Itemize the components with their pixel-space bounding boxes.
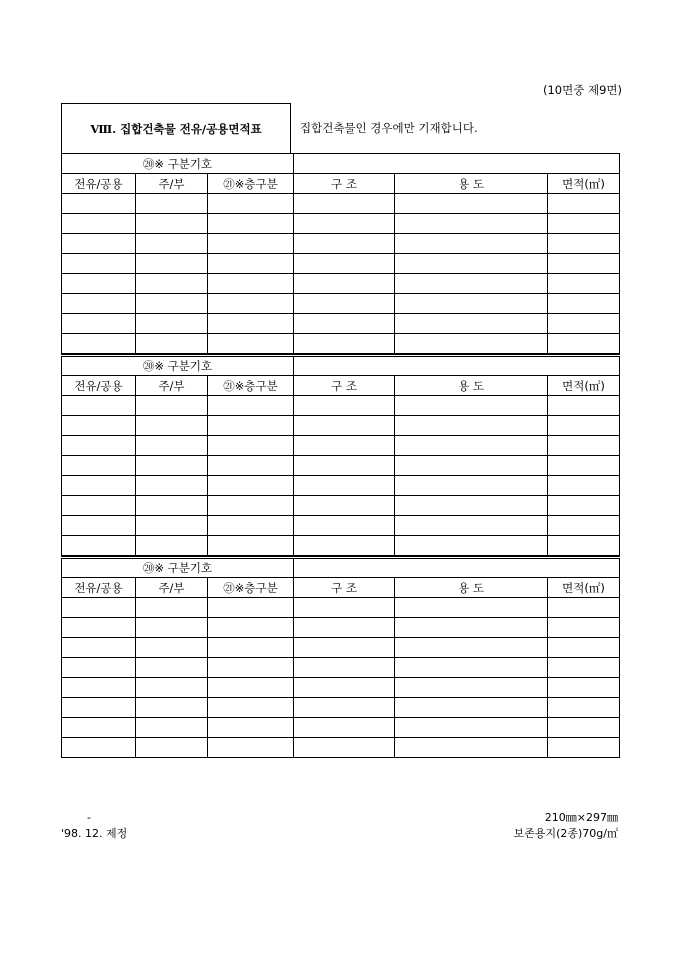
- section-table-3: [61, 556, 620, 758]
- data-cell[interactable]: [136, 436, 208, 456]
- data-cell[interactable]: [548, 274, 620, 294]
- data-cell[interactable]: [62, 476, 136, 496]
- data-cell[interactable]: [294, 618, 395, 638]
- data-cell[interactable]: [136, 738, 208, 758]
- data-cell[interactable]: [62, 314, 136, 334]
- data-cell[interactable]: [136, 618, 208, 638]
- data-cell[interactable]: [208, 658, 294, 678]
- data-cell[interactable]: [62, 638, 136, 658]
- data-cell[interactable]: [136, 516, 208, 536]
- column-header: ㉑※층구분: [208, 578, 294, 598]
- table-row: [62, 194, 620, 214]
- data-cell[interactable]: [294, 678, 395, 698]
- data-cell[interactable]: [294, 638, 395, 658]
- data-cell[interactable]: [62, 618, 136, 638]
- table-row: [62, 416, 620, 436]
- data-cell[interactable]: [395, 416, 548, 436]
- section-code-row: [62, 154, 620, 174]
- table-row: [62, 516, 620, 536]
- data-cell[interactable]: [395, 598, 548, 618]
- data-cell[interactable]: [548, 314, 620, 334]
- data-cell[interactable]: [136, 396, 208, 416]
- data-cell[interactable]: [136, 214, 208, 234]
- data-cell[interactable]: [395, 658, 548, 678]
- data-cell[interactable]: [62, 516, 136, 536]
- data-cell[interactable]: [208, 314, 294, 334]
- data-cell[interactable]: [395, 194, 548, 214]
- data-rows: [62, 598, 620, 758]
- data-cell[interactable]: [395, 638, 548, 658]
- column-header: 구 조: [294, 578, 395, 598]
- data-cell[interactable]: [548, 678, 620, 698]
- data-cell[interactable]: [62, 456, 136, 476]
- data-cell[interactable]: [395, 214, 548, 234]
- column-header: ㉑※층구분: [208, 376, 294, 396]
- table-row: [62, 496, 620, 516]
- table-row: [62, 254, 620, 274]
- column-header: 구 조: [294, 376, 395, 396]
- data-cell[interactable]: [395, 334, 548, 354]
- data-cell[interactable]: [294, 456, 395, 476]
- section-table-2: [61, 354, 620, 556]
- column-header: 면적(㎡): [548, 174, 620, 194]
- data-cell[interactable]: [62, 698, 136, 718]
- data-cell[interactable]: [548, 396, 620, 416]
- data-cell[interactable]: [294, 416, 395, 436]
- data-cell[interactable]: [294, 738, 395, 758]
- column-header: 전유/공용: [62, 174, 136, 194]
- data-cell[interactable]: [136, 314, 208, 334]
- form-title: Ⅷ. 집합건축물 전유/공용면적표: [61, 103, 291, 153]
- data-cell[interactable]: [548, 516, 620, 536]
- data-cell[interactable]: [208, 516, 294, 536]
- code-label-cell: ⑳※ 구분기호: [62, 154, 294, 174]
- table-row: [62, 638, 620, 658]
- section-code-row: [62, 356, 620, 376]
- data-cell[interactable]: [548, 496, 620, 516]
- data-cell[interactable]: [62, 436, 136, 456]
- data-cell[interactable]: [136, 294, 208, 314]
- table-row: [62, 718, 620, 738]
- data-cell[interactable]: [62, 658, 136, 678]
- section-code-row: [62, 558, 620, 578]
- data-cell[interactable]: [136, 638, 208, 658]
- data-cell[interactable]: [208, 334, 294, 354]
- column-header: 구 조: [294, 174, 395, 194]
- data-cell[interactable]: [208, 476, 294, 496]
- table-row: [62, 476, 620, 496]
- page-number: (10면중 제9면): [542, 83, 622, 97]
- data-cell[interactable]: [294, 698, 395, 718]
- data-cell[interactable]: [62, 396, 136, 416]
- data-cell[interactable]: [136, 334, 208, 354]
- table-row: [62, 618, 620, 638]
- data-cell[interactable]: [395, 274, 548, 294]
- data-cell[interactable]: [548, 436, 620, 456]
- code-value-cell[interactable]: [294, 154, 620, 174]
- table-row: [62, 294, 620, 314]
- data-cell[interactable]: [548, 638, 620, 658]
- data-cell[interactable]: [62, 496, 136, 516]
- data-cell[interactable]: [208, 274, 294, 294]
- data-cell[interactable]: [294, 396, 395, 416]
- data-cell[interactable]: [62, 274, 136, 294]
- footer-right: [514, 810, 618, 842]
- column-header: 전유/공용: [62, 578, 136, 598]
- code-value-cell[interactable]: [294, 558, 620, 578]
- data-cell[interactable]: [548, 456, 620, 476]
- data-cell[interactable]: [62, 536, 136, 556]
- data-cell[interactable]: [208, 598, 294, 618]
- data-cell[interactable]: [294, 536, 395, 556]
- data-cell[interactable]: [62, 718, 136, 738]
- data-cell[interactable]: [136, 718, 208, 738]
- data-cell[interactable]: [62, 254, 136, 274]
- data-cell[interactable]: [136, 456, 208, 476]
- data-cell[interactable]: [62, 234, 136, 254]
- data-cell[interactable]: [548, 254, 620, 274]
- column-header: ㉑※층구분: [208, 174, 294, 194]
- data-cell[interactable]: [294, 436, 395, 456]
- data-rows: [62, 396, 620, 556]
- data-cell[interactable]: [208, 416, 294, 436]
- column-header: 용 도: [395, 376, 548, 396]
- data-cell[interactable]: [294, 658, 395, 678]
- data-cell[interactable]: [208, 436, 294, 456]
- table-row: [62, 396, 620, 416]
- data-cell[interactable]: [395, 536, 548, 556]
- table-row: [62, 274, 620, 294]
- table-row: [62, 698, 620, 718]
- data-cell[interactable]: [395, 476, 548, 496]
- data-cell[interactable]: [136, 598, 208, 618]
- data-cell[interactable]: [136, 416, 208, 436]
- data-cell[interactable]: [208, 396, 294, 416]
- table-row: [62, 738, 620, 758]
- data-cell[interactable]: [294, 334, 395, 354]
- data-cell[interactable]: [62, 738, 136, 758]
- data-cell[interactable]: [294, 214, 395, 234]
- data-cell[interactable]: [395, 456, 548, 476]
- data-cell[interactable]: [62, 214, 136, 234]
- data-cell[interactable]: [208, 294, 294, 314]
- form-header: [61, 103, 619, 153]
- data-cell[interactable]: [62, 294, 136, 314]
- column-header: 주/부: [136, 578, 208, 598]
- data-cell[interactable]: [548, 334, 620, 354]
- data-cell[interactable]: [548, 738, 620, 758]
- data-cell[interactable]: [294, 234, 395, 254]
- data-cell[interactable]: [208, 678, 294, 698]
- data-cell[interactable]: [136, 698, 208, 718]
- code-value-cell[interactable]: [294, 356, 620, 376]
- data-cell[interactable]: [208, 618, 294, 638]
- data-cell[interactable]: [208, 718, 294, 738]
- data-cell[interactable]: [395, 496, 548, 516]
- data-cell[interactable]: [395, 678, 548, 698]
- data-cell[interactable]: [395, 738, 548, 758]
- table-row: [62, 456, 620, 476]
- data-cell[interactable]: [294, 194, 395, 214]
- table-row: [62, 334, 620, 354]
- data-cell[interactable]: [294, 496, 395, 516]
- data-cell[interactable]: [294, 476, 395, 496]
- area-table-form: [61, 103, 619, 758]
- data-cell[interactable]: [395, 436, 548, 456]
- data-cell[interactable]: [208, 456, 294, 476]
- data-cell[interactable]: [395, 718, 548, 738]
- footer-dash: -: [87, 811, 91, 824]
- data-cell[interactable]: [294, 516, 395, 536]
- column-header: 용 도: [395, 578, 548, 598]
- data-cell[interactable]: [294, 274, 395, 294]
- data-cell[interactable]: [548, 618, 620, 638]
- data-cell[interactable]: [548, 698, 620, 718]
- column-header: 면적(㎡): [548, 376, 620, 396]
- data-cell[interactable]: [548, 416, 620, 436]
- data-cell[interactable]: [395, 254, 548, 274]
- data-cell[interactable]: [548, 194, 620, 214]
- data-cell[interactable]: [395, 294, 548, 314]
- data-cell[interactable]: [62, 598, 136, 618]
- data-cell[interactable]: [395, 618, 548, 638]
- data-cell[interactable]: [548, 598, 620, 618]
- column-header: 용 도: [395, 174, 548, 194]
- data-cell[interactable]: [548, 214, 620, 234]
- column-header: 면적(㎡): [548, 578, 620, 598]
- data-cell[interactable]: [208, 698, 294, 718]
- paper-type: 보존용지(2종)70g/㎡: [513, 827, 618, 840]
- code-label-cell: ⑳※ 구분기호: [62, 356, 294, 376]
- data-cell[interactable]: [62, 194, 136, 214]
- column-header-row: [62, 174, 620, 194]
- enactment-date: '98. 12. 제정: [61, 827, 128, 840]
- data-cell[interactable]: [136, 658, 208, 678]
- data-cell[interactable]: [395, 234, 548, 254]
- data-cell[interactable]: [294, 254, 395, 274]
- code-label-cell: ⑳※ 구분기호: [62, 558, 294, 578]
- data-cell[interactable]: [208, 214, 294, 234]
- data-cell[interactable]: [208, 738, 294, 758]
- data-cell[interactable]: [208, 234, 294, 254]
- table-row: [62, 436, 620, 456]
- data-cell[interactable]: [548, 718, 620, 738]
- data-cell[interactable]: [136, 476, 208, 496]
- form-note: 집합건축물인 경우에만 기재합니다.: [300, 121, 478, 135]
- data-cell[interactable]: [62, 416, 136, 436]
- data-cell[interactable]: [136, 254, 208, 274]
- data-cell[interactable]: [136, 496, 208, 516]
- column-header-row: [62, 376, 620, 396]
- data-cell[interactable]: [548, 476, 620, 496]
- data-cell[interactable]: [208, 254, 294, 274]
- data-cell[interactable]: [548, 294, 620, 314]
- data-cell[interactable]: [294, 718, 395, 738]
- data-cell[interactable]: [294, 598, 395, 618]
- data-cell[interactable]: [395, 314, 548, 334]
- table-row: [62, 678, 620, 698]
- data-cell[interactable]: [548, 234, 620, 254]
- section-table-1: [61, 153, 620, 354]
- table-row: [62, 536, 620, 556]
- paper-size: 210㎜×297㎜: [544, 811, 618, 824]
- data-cell[interactable]: [136, 274, 208, 294]
- data-cell[interactable]: [395, 396, 548, 416]
- data-cell[interactable]: [395, 516, 548, 536]
- data-cell[interactable]: [62, 334, 136, 354]
- data-cell[interactable]: [136, 194, 208, 214]
- column-header: 전유/공용: [62, 376, 136, 396]
- table-row: [62, 234, 620, 254]
- table-row: [62, 658, 620, 678]
- data-cell[interactable]: [294, 294, 395, 314]
- data-cell[interactable]: [208, 194, 294, 214]
- data-cell[interactable]: [294, 314, 395, 334]
- data-cell[interactable]: [208, 496, 294, 516]
- data-cell[interactable]: [548, 658, 620, 678]
- data-cell[interactable]: [548, 536, 620, 556]
- data-cell[interactable]: [136, 536, 208, 556]
- data-cell[interactable]: [208, 536, 294, 556]
- table-row: [62, 214, 620, 234]
- data-cell[interactable]: [62, 678, 136, 698]
- table-row: [62, 598, 620, 618]
- data-cell[interactable]: [395, 698, 548, 718]
- data-cell[interactable]: [136, 678, 208, 698]
- data-rows: [62, 194, 620, 354]
- footer-left: [61, 810, 127, 842]
- table-row: [62, 314, 620, 334]
- data-cell[interactable]: [208, 638, 294, 658]
- column-header: 주/부: [136, 174, 208, 194]
- column-header: 주/부: [136, 376, 208, 396]
- column-header-row: [62, 578, 620, 598]
- data-cell[interactable]: [136, 234, 208, 254]
